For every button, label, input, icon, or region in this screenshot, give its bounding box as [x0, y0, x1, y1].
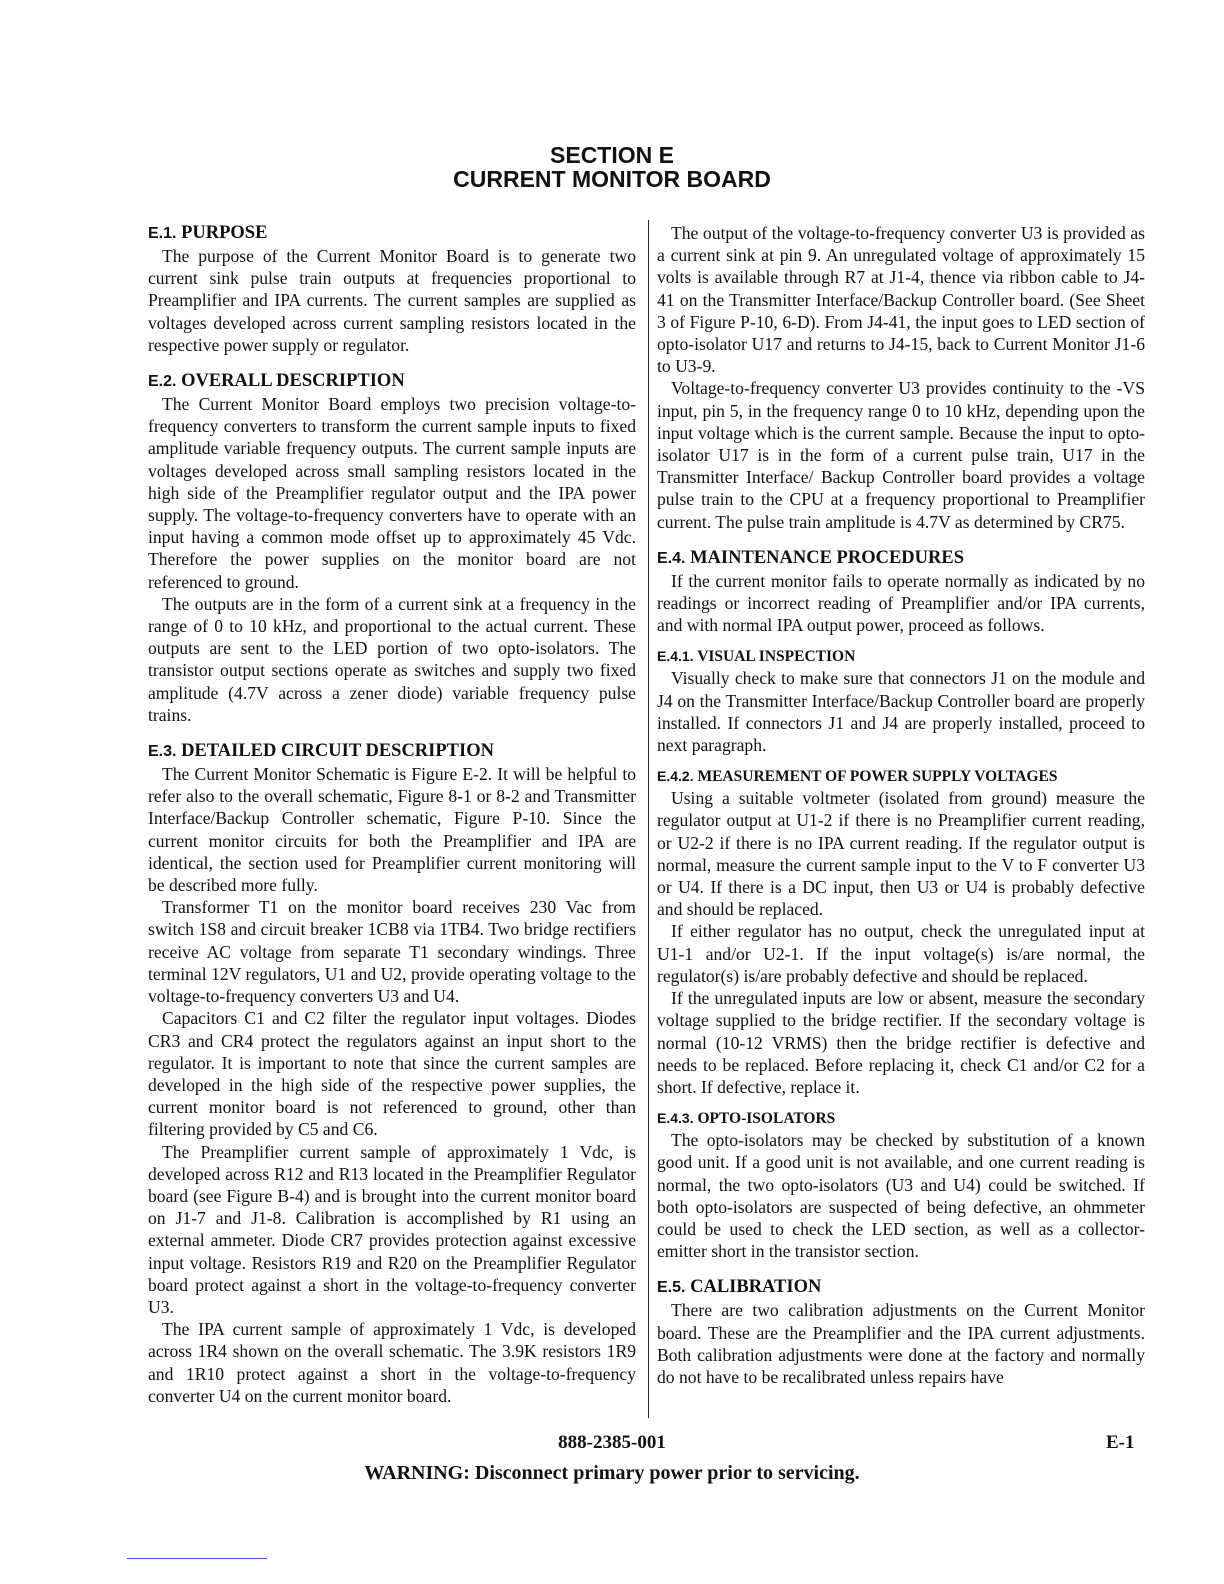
page-title: CURRENT MONITOR BOARD — [453, 166, 771, 192]
heading-e5: E.5. CALIBRATION — [657, 1277, 822, 1298]
paragraph: Using a suitable voltmeter (isolated from ground) measure the regulator output at U1-2 if there is no Preamplifier current reading, or U2-2 if there is no IPA current reading. If the regulator output is normal, measure the current sample input to the V to F converter U3 or U4. If there is a DC input, then U3 or U4 is probably defective and should be replaced. — [657, 788, 1145, 920]
heading-e43: E.4.3. OPTO-ISOLATORS — [657, 1110, 836, 1128]
heading-e42: E.4.2. MEASUREMENT OF POWER SUPPLY VOLTAGES — [657, 768, 1058, 786]
paragraph: If the current monitor fails to operate normally as indicated by no readings or incorrect reading of Preamplifier and/or IPA currents, and with normal IPA output power, proceed as follows. — [657, 570, 1145, 636]
heading-e1: E.1. PURPOSE — [148, 223, 268, 243]
paragraph: The Current Monitor Board employs two precision voltage-to-frequency converters to transform the current sample inputs to fixed amplitude variable frequency outputs. The current sample inputs are voltages developed across small sampling resistors located in the high side of the Preamplifier regulator output and the IPA power supply. The voltage-to-frequency converters have to operate with an input having a common mode offset up to approximately 45 Vdc. Therefore the power supplies on the monitor board are not referenced to ground. — [148, 394, 636, 592]
section-label: SECTION E — [550, 142, 674, 168]
paragraph: Voltage-to-frequency converter U3 provides continuity to the -VS input, pin 5, in the frequency range 0 to 10 kHz, depending upon the input voltage which is the current sample. Because the input to opto-isolator U17 is in the form of a current pulse train, U17 in the Transmitter Interface/ Backup Controller board provides a voltage pulse train to the CPU at a frequency proportional to Preamplifier current. The pulse train amplitude is 4.7V as determined by CR75. — [657, 378, 1145, 532]
paragraph: If the unregulated inputs are low or absent, measure the secondary voltage supplied to the bridge rectifier. If the secondary voltage is normal (10-12 VRMS) then the bridge rectifier is defective and needs to be replaced. Before replacing it, check C1 and/or C2 for a short. If defective, replace it. — [657, 988, 1145, 1097]
heading-e2: E.2. OVERALL DESCRIPTION — [148, 371, 405, 392]
paragraph: The outputs are in the form of a current sink at a frequency in the range of 0 to 10 kHz, and proportional to the actual current. These outputs are sent to the LED portion of two opto-isolators. The transistor output sections operate as switches and supply two fixed amplitude (4.7V across a zener diode) variable frequency pulse trains. — [148, 593, 636, 725]
column-divider — [648, 220, 649, 1418]
warning-text: WARNING: Disconnect primary power prior to servicing. — [364, 1462, 860, 1484]
paragraph: Capacitors C1 and C2 filter the regulator input voltages. Diodes CR3 and CR4 protect the regulators against an input short to the regulator. It is important to note that since the current samples are developed in the high side of the respective power supplies, the current monitor board is not referenced to ground, other than filtering provided by C5 and C6. — [148, 1008, 636, 1140]
heading-e41: E.4.1. VISUAL INSPECTION — [657, 648, 856, 666]
paragraph: If either regulator has no output, check the unregulated input at U1-1 and/or U2-1. If the input voltage(s) is/are normal, the regulator(s) is/are probably defective and should be replaced. — [657, 921, 1145, 986]
paragraph: There are two calibration adjustments on the Current Monitor board. These are the Preamplifier and the IPA current adjustments. Both calibration adjustments were done at the factory and normally do not have to be recalibrated unless repairs have — [657, 1300, 1145, 1387]
paragraph: The opto-isolators may be checked by substitution of a known good unit. If a good unit is not available, and one current reading is normal, the two opto-isolators (U3 and U4) could be switched. If both opto-isolators are suspected of being defective, an ohmmeter could be used to check the LED section, as well as a collector-emitter short in the transistor section. — [657, 1130, 1145, 1262]
heading-e4: E.4. MAINTENANCE PROCEDURES — [657, 547, 965, 568]
footnote-rule — [127, 1558, 267, 1559]
paragraph: The Current Monitor Schematic is Figure E-2. It will be helpful to refer also to the overall schematic, Figure 8-1 or 8-2 and Transmitter Interface/Backup Controller schematic, Figure P-10. Since the current monitor circuits for both the Preamplifier and IPA are identical, the section used for Preamplifier current monitoring will be described more fully. — [148, 764, 636, 896]
document-number: 888-2385-001 — [558, 1432, 666, 1453]
paragraph: The purpose of the Current Monitor Board is to generate two current sink pulse train outputs at frequencies proportional to Preamplifier and IPA currents. The current samples are supplied as voltages developed across current sampling resistors located in the respective power supply or regulator. — [148, 246, 636, 355]
paragraph: The IPA current sample of approximately 1 Vdc, is developed across 1R4 shown on the overall schematic. The 3.9K resistors 1R9 and 1R10 protect against a short in the voltage-to-frequency converter U4 on the current monitor board. — [148, 1319, 636, 1406]
paragraph: The output of the voltage-to-frequency converter U3 is provided as a current sink at pin 9. An unregulated voltage of approximately 15 volts is available through R7 at J1-4, thence via ribbon cable to J4-41 on the Transmitter Interface/Backup Controller board. (See Sheet 3 of Figure P-10, 6-D). From J4-41, the input goes to LED section of opto-isolator U17 and returns to J4-15, back to Current Monitor J1-6 to U3-9. — [657, 223, 1145, 377]
paragraph: Visually check to make sure that connectors J1 on the module and J4 on the Transmitter Interface/Backup Controller board are properly installed. If connectors J1 and J4 are properly installed, proceed to next paragraph. — [657, 668, 1145, 756]
heading-e3: E.3. DETAILED CIRCUIT DESCRIPTION — [148, 741, 494, 762]
left-column — [148, 222, 636, 1407]
right-column — [657, 222, 1145, 1388]
paragraph: The Preamplifier current sample of approximately 1 Vdc, is developed across R12 and R13 located in the Preamplifier Regulator board (see Figure B-4) and is brought into the current monitor board on J1-7 and J1-8. Calibration is accomplished by R1 using an external ammeter. Diode CR7 provides protection against excessive input voltage. Resistors R19 and R20 on the Preamplifier Regulator board protect against a short in the voltage-to-frequency converter U3. — [148, 1141, 636, 1317]
page-number: E-1 — [1106, 1432, 1135, 1453]
paragraph: Transformer T1 on the monitor board receives 230 Vac from switch 1S8 and circuit breaker 1CB8 via 1TB4. Two bridge rectifiers receive AC voltage from separate T1 secondary windings. Three terminal 12V regulators, U1 and U2, provide operating voltage to the voltage-to-frequency converters U3 and U4. — [148, 897, 636, 1007]
